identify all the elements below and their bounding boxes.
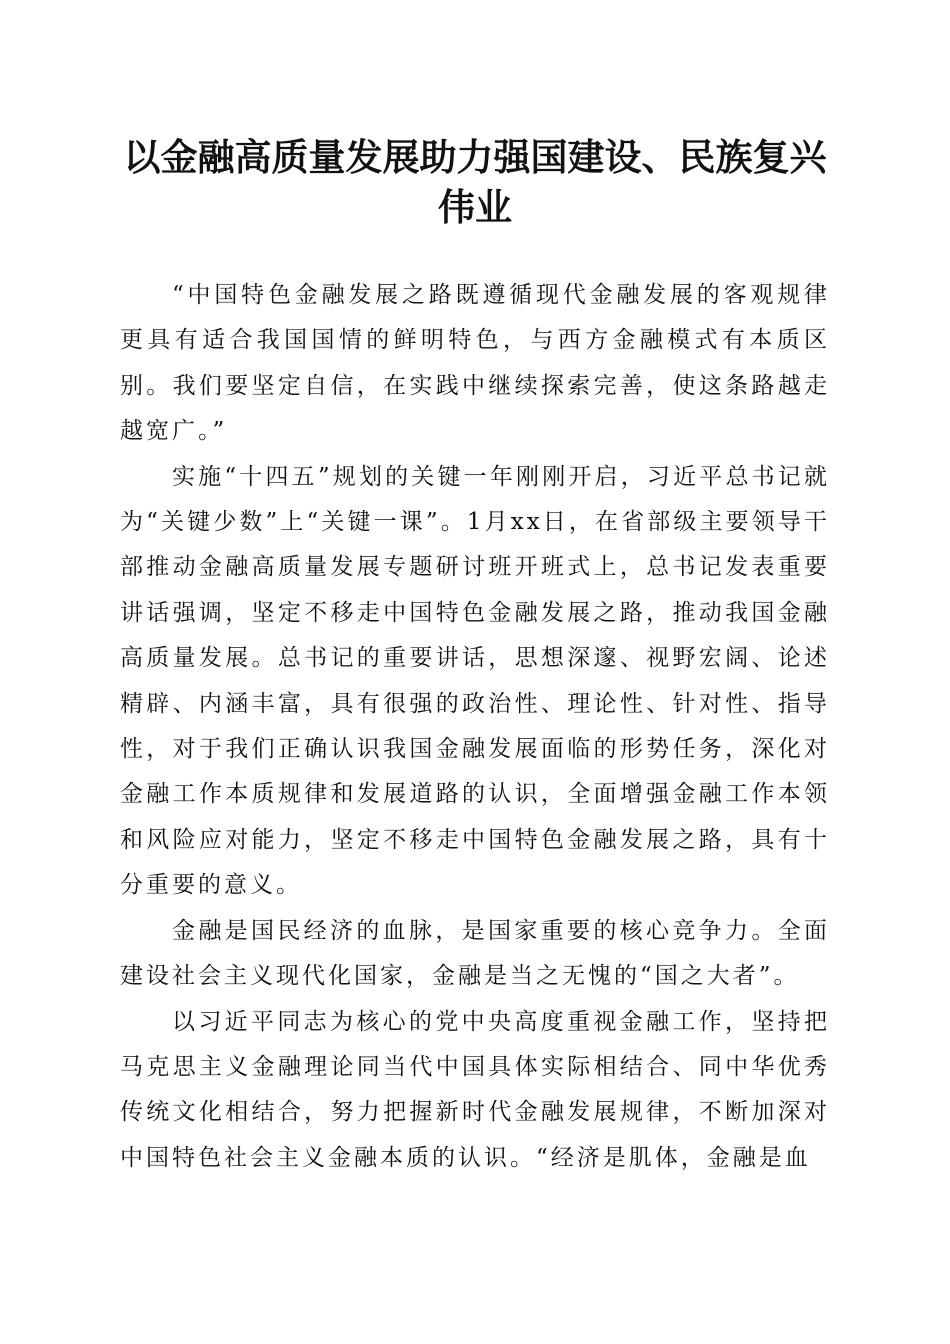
paragraph-2: 实施“十四五”规划的关键一年刚刚开启，习近平总书记就为“关键少数”上“关键一课”。1月xx日，在省部级主要领导干部推动金融高质量发展专题研讨班开班式上，总书记发表重要讲话强调，坚定不移走中国特色金融发展之路，推动我国金融高质量发展。总书记的重要讲话，思想深邃、视野宏阔、论述精辟、内涵丰富，具有很强的政治性、理论性、针对性、指导性，对于我们正确认识我国金融发展面临的形势任务，深化对金融工作本质规律和发展道路的认识，全面增强金融工作本领和风险应对能力，坚定不移走中国特色金融发展之路，具有十分重要的意义。 [120, 463, 830, 899]
paragraph-4: 以习近平同志为核心的党中央高度重视金融工作，坚持把马克思主义金融理论同当代中国具体实际相结合、同中华优秀传统文化相结合，努力把握新时代金融发展规律，不断加深对中国特色社会主义金融本质的认识。“经济是肌体，金融是血 [120, 1008, 830, 1171]
document-body [120, 273, 830, 1181]
paragraph-3: 金融是国民经济的血脉，是国家重要的核心竞争力。全面建设社会主义现代化国家，金融是当之无愧的“国之大者”。 [120, 917, 830, 990]
document-title: 以金融高质量发展助力强国建设、民族复兴伟业 [123, 135, 827, 229]
paragraph-1: “中国特色金融发展之路既遵循现代金融发展的客观规律更具有适合我国国情的鲜明特色，与西方金融模式有本质区别。我们要坚定自信，在实践中继续探索完善，使这条路越走越宽广。” [120, 282, 830, 445]
